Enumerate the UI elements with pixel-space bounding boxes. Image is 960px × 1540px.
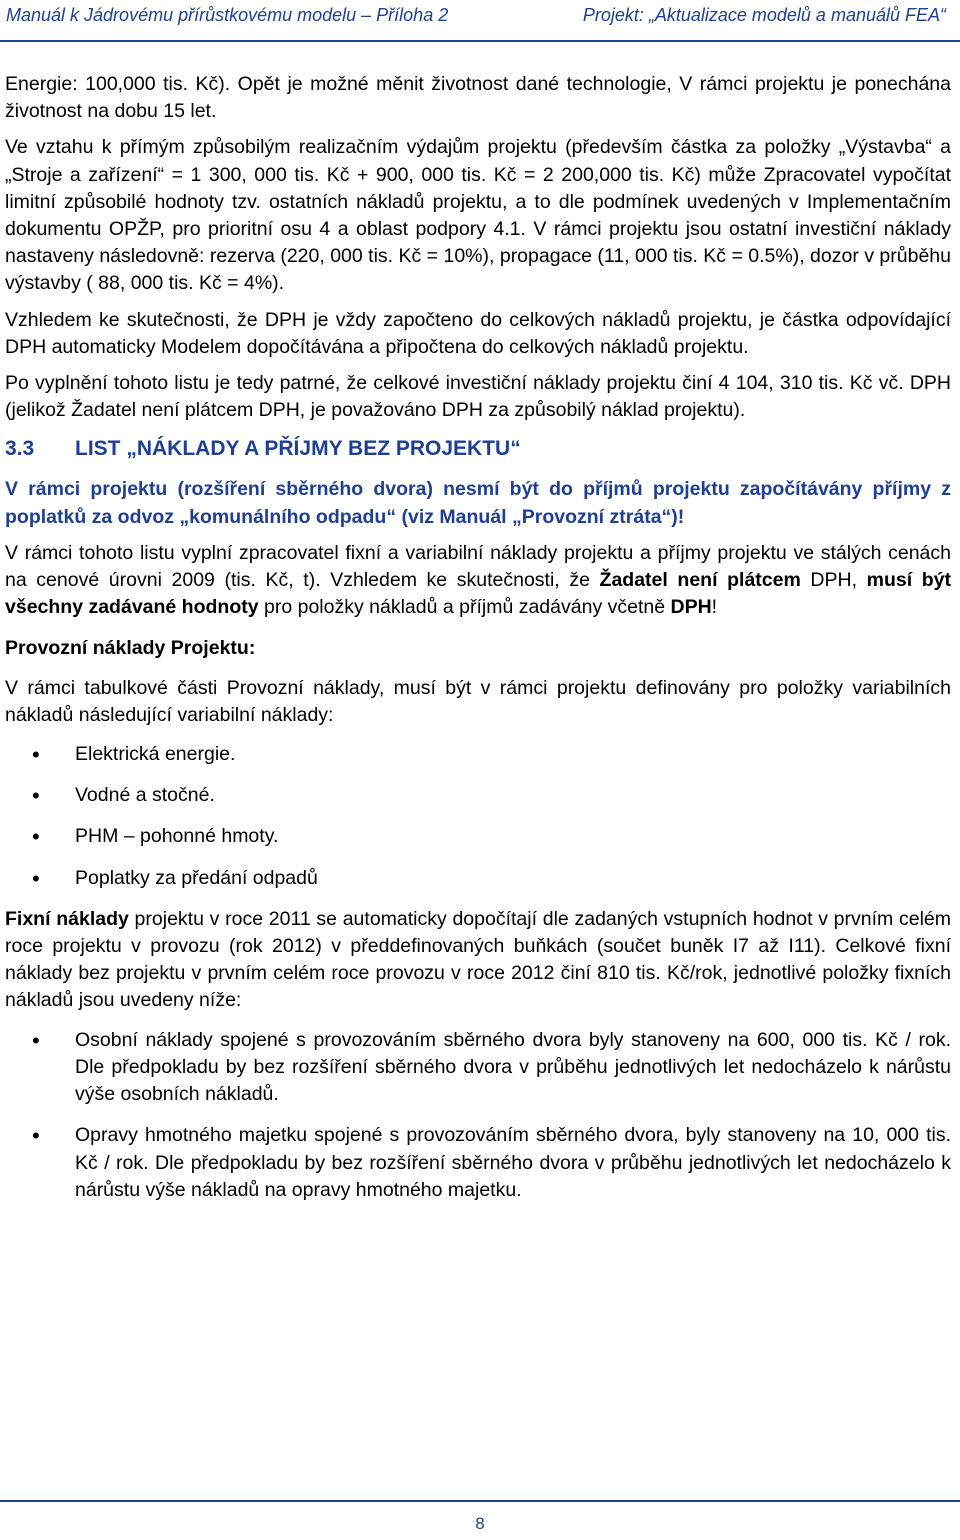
paragraph-fixed-costs: Fixní náklady projektu v roce 2011 se automaticky dopočítají dle zadaných vstupních hodnot v prvním celém roce projektu v provozu (rok 2012) v předdefinovaných buňkách (součet buněk I7 až I11). Celkové fixní náklady bez projektu v prvním celém roce provozu v roce 2012 činí 810 tis. Kč/rok, jednotlivé položky fixních nákladů jsou uvedeny níže: xyxy=(5,907,951,1012)
paragraph-vat: Vzhledem ke skutečnosti, že DPH je vždy započteno do celkových nákladů projektu, je částka odpovídající DPH automaticky Modelem dopočítávána a připočtena do celkových nákladů projektu. xyxy=(5,308,951,358)
paragraph-variable-costs: V rámci tabulkové části Provozní náklady, musí být v rámci projektu definovány pro položky variabilních nákladů následující variabilní náklady: xyxy=(5,676,951,726)
paragraph-total-costs: Po vyplnění tohoto listu je tedy patrné, že celkové investiční náklady projektu činí 4 104, 310 tis. Kč vč. DPH (jelikož Žadatel není plátcem DPH, je považováno DPH za způsobilý náklad projektu). xyxy=(5,372,951,422)
paragraph-direct-costs: Ve vztahu k přímým způsobilým realizačním výdajům projektu (především částka za položky „Výstavba“ a „Stroje a zařízení“ = 1 300, 000 tis. Kč + 900, 000 tis. Kč = 2 200,000 tis. Kč) může Zpracovatel vypočítat limitní způsobilé hodnoty tzv. ostatních nákladů projektu, a to dle podmínek uvedených v Implementačním dokumentu OPŽP, pro prioritní osu 4 a oblast podpory 4.1. V rámci projektu jsou ostatní investiční náklady nastaveny následovně: rezerva (220, 000 tis. Kč = 10%), propagace (11, 000 tis. Kč = 0.5%), dozor v průběhu výstavby ( 88, 000 tis. Kč = 4%). xyxy=(5,136,951,295)
section-title: LIST „NÁKLADY A PŘÍJMY BEZ PROJEKTU“ xyxy=(75,437,521,461)
variable-costs-list xyxy=(5,741,951,892)
paragraph-lifetime: Energie: 100,000 tis. Kč). Opět je možné měnit životnost dané technologie, V rámci projektu je ponechána životnost na dobu 15 let. xyxy=(5,73,951,123)
header-manual-title: Manuál k Jádrovému přírůstkovému modelu – Příloha 2 xyxy=(6,5,449,25)
list-item: • Osobní náklady spojené s provozováním sběrného dvora byly stanoveny na 600, 000 tis. Kč / rok. Dle předpokladu by bez rozšíření sběrného dvora v průběhu jednotlivých let nedocházelo k nárůstu výše osobních nákladů. xyxy=(32,1027,951,1106)
section-heading xyxy=(5,434,951,464)
page-footer xyxy=(0,1500,960,1540)
list-item: • PHM – pohonné hmoty. xyxy=(32,824,279,850)
paragraph-sheet-instructions: V rámci tohoto listu vyplní zpracovatel fixní a variabilní náklady projektu a příjmy projektu ve stálých cenách na cenové úrovni 2009 (tis. Kč, t). Vzhledem ke skutečnosti, že Žadatel není plátcem DPH, musí být všechny zadávané hodnoty pro položky nákladů a příjmů zadávány včetně DPH! xyxy=(5,541,952,619)
bullet-icon: • xyxy=(32,742,40,768)
page-content xyxy=(5,71,951,1218)
bullet-icon: • xyxy=(32,824,40,850)
page-header xyxy=(0,0,960,42)
bullet-icon: • xyxy=(32,783,40,809)
page-number: 8 xyxy=(475,1514,485,1533)
section-number: 3.3 xyxy=(5,437,35,461)
bullet-icon: • xyxy=(32,1123,40,1149)
warning-paragraph: V rámci projektu (rozšíření sběrného dvora) nesmí být do příjmů projektu započítávány příjmy z poplatků za odvoz „komunálního odpadu“ (viz Manuál „Provozní ztráta“)! xyxy=(5,478,951,528)
list-item: • Elektrická energie. xyxy=(32,742,236,768)
bullet-icon: • xyxy=(32,865,40,891)
list-item: • Vodné a stočné. xyxy=(32,783,215,809)
fixed-costs-list xyxy=(5,1027,951,1204)
header-project-title: Projekt: „Aktualizace modelů a manuálů FEA“ xyxy=(582,5,946,25)
operating-costs-heading: Provozní náklady Projektu: xyxy=(5,637,256,660)
list-item: • Opravy hmotného majetku spojené s provozováním sběrného dvora, byly stanoveny na 10, 000 tis. Kč / rok. Dle předpokladu by bez rozšíření sběrného dvora v průběhu jednotlivých let nedocházelo k nárůstu výše nákladů na opravy hmotného majetku. xyxy=(32,1123,951,1201)
list-item: • Poplatky za předání odpadů xyxy=(32,865,318,891)
bullet-icon: • xyxy=(32,1027,40,1053)
